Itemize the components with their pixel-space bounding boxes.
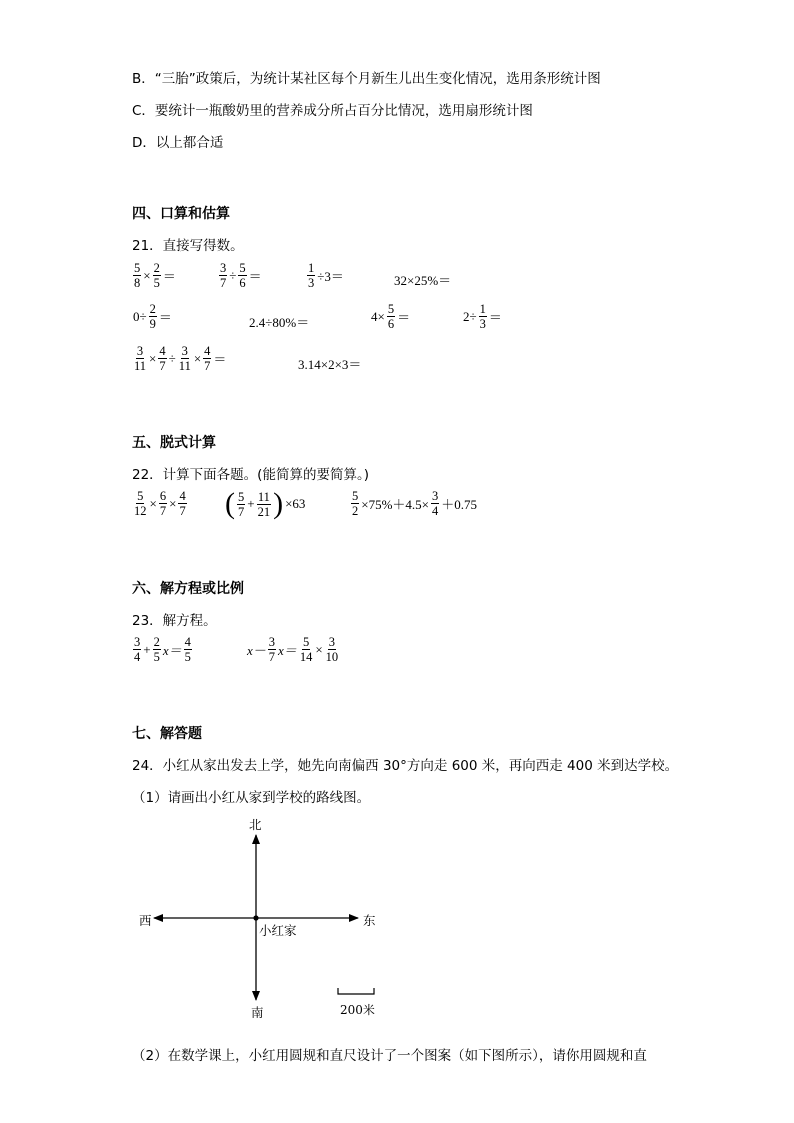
calc-22-1: $\frac{5}{12}$ × $\frac{6}{7}$ × $\frac{4}{7}$	[134, 489, 186, 518]
question-24-part-2: （2）在数学课上，小红用圆规和直尺设计了一个图案（如下图所示），请你用圆规和直	[132, 1048, 647, 1064]
label-east: 东	[363, 913, 376, 928]
calc-21-6: 2.4÷80%＝	[249, 315, 310, 330]
calc-21-4: 32×25%＝	[394, 273, 452, 288]
question-23: 23．解方程。	[132, 613, 217, 629]
option-c: C．要统计一瓶酸奶里的营养成分所占百分比情况，选用扇形统计图	[132, 103, 533, 119]
calc-21-3: $\frac{1}{3}$ ÷3＝	[308, 261, 344, 290]
label-south: 南	[251, 1005, 264, 1020]
direction-map	[130, 810, 390, 1025]
calc-22-3: $\frac{5}{2}$ ×75%＋4.5× $\frac{3}{4}$ ＋0.75	[352, 489, 478, 518]
option-b: B．“三胎”政策后，为统计某社区每个月新生儿出生变化情况，选用条形统计图	[132, 71, 601, 87]
calc-21-5: 0÷ $\frac{2}{9}$ ＝	[133, 302, 172, 331]
calc-21-2: $\frac{3}{7}$ ÷ $\frac{5}{6}$ ＝	[220, 261, 262, 290]
scale-bar	[338, 988, 374, 994]
question-22: 22．计算下面各题。(能简算的要简算。)	[132, 467, 369, 483]
calc-21-10: 3.14×2×3＝	[298, 357, 362, 372]
section-4-title: 四、口算和估算	[132, 206, 230, 222]
label-scale: 200米	[340, 1003, 375, 1017]
equation-23-2: x－ $\frac{3}{7}$ x＝ $\frac{5}{14}$ × $\frac{3}{10}$	[247, 635, 339, 664]
calc-21-1: $\frac{5}{8}$ × $\frac{2}{5}$ ＝	[134, 261, 176, 290]
question-21: 21．直接写得数。	[132, 238, 244, 254]
calc-21-7: 4× $\frac{5}{6}$ ＝	[371, 302, 411, 331]
section-6-title: 六、解方程或比例	[132, 581, 244, 597]
question-24-part-1: （1）请画出小红从家到学校的路线图。	[132, 790, 371, 806]
label-west: 西	[139, 913, 152, 928]
calc-22-2: ( $\frac{5}{7}$ + $\frac{11}{21}$ ) ×63	[225, 487, 306, 520]
home-point	[253, 915, 258, 920]
section-5-title: 五、脱式计算	[132, 435, 216, 451]
equation-23-1: $\frac{3}{4}$ + $\frac{2}{5}$ x＝ $\frac{4}{5}$	[134, 635, 191, 664]
section-7-title: 七、解答题	[132, 726, 202, 742]
option-d: D．以上都合适	[132, 135, 224, 151]
question-24: 24．小红从家出发去上学，她先向南偏西 30°方向走 600 米，再向西走 400 米到达学校。	[132, 758, 679, 774]
calc-21-8: 2÷ $\frac{1}{3}$ ＝	[463, 302, 502, 331]
calc-21-9: $\frac{3}{11}$ × $\frac{4}{7}$ ÷ $\frac{3}{11}$ × $\frac{4}{7}$ ＝	[134, 344, 227, 373]
label-home: 小红家	[259, 923, 297, 938]
label-north: 北	[249, 817, 262, 832]
